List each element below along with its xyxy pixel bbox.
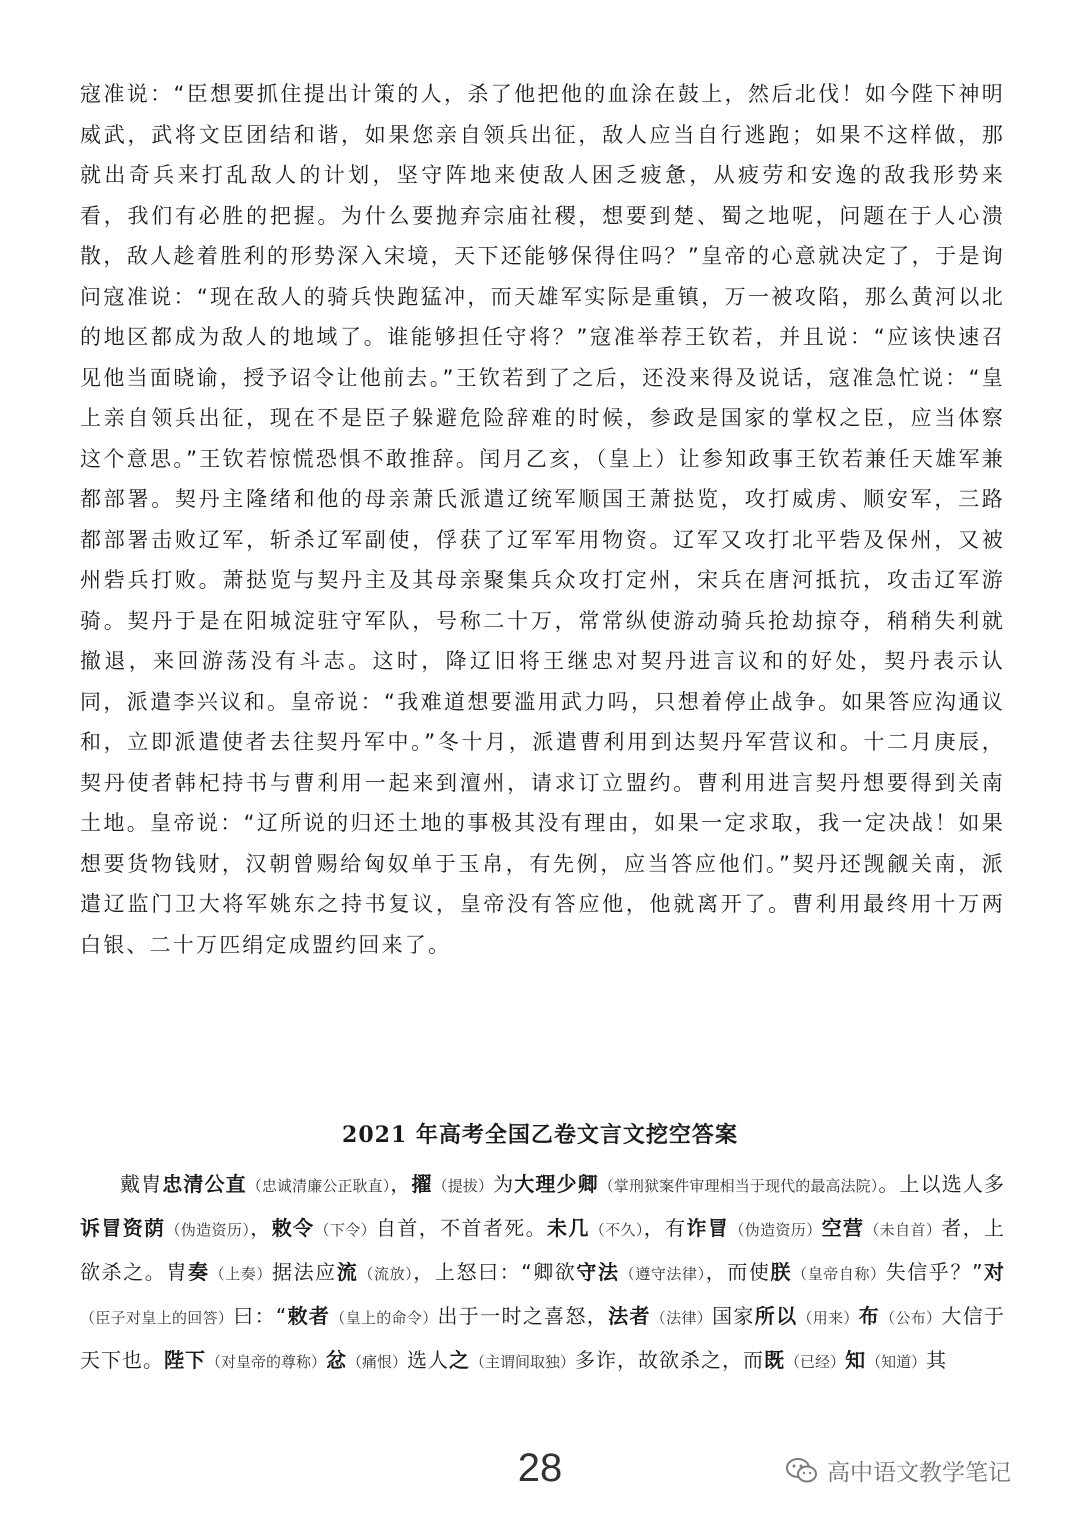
text-segment: ，而使 [705, 1260, 771, 1284]
watermark [785, 1454, 1011, 1487]
gloss: （伪造资历） [165, 1221, 251, 1239]
keyword: 奏 [187, 1260, 210, 1284]
keyword: 陛下 [164, 1348, 206, 1372]
keyword: 忠清公直 [162, 1172, 247, 1196]
gloss: （公布） [880, 1309, 942, 1327]
keyword: 对 [983, 1260, 1006, 1284]
gloss: （上奏） [209, 1265, 272, 1283]
keyword: 知 [845, 1348, 867, 1372]
gloss: （掌刑狱案件审理相当于现代的最高法院） [598, 1177, 879, 1195]
text-segment: 曰：“ [233, 1304, 288, 1328]
keyword: 守法 [576, 1260, 620, 1284]
gloss: （法律） [650, 1309, 713, 1327]
gloss: （主谓间取独） [470, 1353, 576, 1371]
text-segment: 其 [926, 1348, 948, 1372]
gloss: （皇帝自称） [792, 1265, 886, 1283]
text-segment: ， [390, 1172, 412, 1196]
gloss: （伪造资历） [729, 1221, 822, 1239]
annotated-passage [80, 1163, 1005, 1383]
annotated-paragraph [80, 1163, 1005, 1383]
gloss: （已经） [785, 1353, 846, 1371]
gloss: （对皇帝的尊称） [206, 1353, 327, 1371]
gloss: （未自首） [864, 1221, 942, 1239]
text-segment: 据法应 [271, 1260, 337, 1284]
text-segment: 多诈，故欲杀之，而 [575, 1348, 765, 1372]
gloss: （忠诚清廉公正耿直） [246, 1177, 391, 1195]
translation-block [80, 74, 1005, 965]
text-segment: 为 [493, 1172, 515, 1196]
gloss: （知道） [866, 1353, 927, 1371]
text-segment: 。上以选人多 [878, 1172, 1006, 1196]
gloss: （用来） [797, 1309, 859, 1327]
text-segment: 戴胄 [120, 1172, 163, 1196]
gloss: （不久） [589, 1221, 644, 1239]
keyword: 诈冒 [686, 1216, 730, 1240]
keyword: 既 [764, 1348, 786, 1372]
text-segment: ， [250, 1216, 272, 1240]
keyword: 空营 [821, 1216, 865, 1240]
gloss: （提拔） [432, 1177, 494, 1195]
keyword: 擢 [411, 1172, 433, 1196]
text-segment: 失信乎？” [885, 1260, 984, 1284]
text-segment: 者，上欲杀之。胄 [80, 1216, 1006, 1284]
keyword: 法者 [608, 1304, 651, 1328]
text-segment: ，有 [643, 1216, 687, 1240]
keyword: 布 [858, 1304, 881, 1328]
text-segment: 选人 [407, 1348, 450, 1372]
text-segment: 自首，不首者死。 [375, 1216, 547, 1240]
keyword: 敕者 [287, 1304, 331, 1328]
watermark-text: 高中语文教学笔记 [827, 1460, 1011, 1486]
keyword: 未几 [547, 1216, 590, 1240]
section-title: 2021 年高考全国乙卷文言文挖空答案 [342, 1122, 738, 1148]
gloss: （皇上的命令） [330, 1309, 438, 1327]
gloss: （流放） [358, 1265, 414, 1283]
gloss: （下令） [314, 1221, 376, 1239]
gloss: （遵守法律） [619, 1265, 706, 1283]
gloss: （臣子对皇上的回答） [80, 1309, 234, 1327]
wechat-icon [785, 1457, 819, 1485]
keyword: 敕令 [271, 1216, 315, 1240]
keyword: 诉冒资荫 [80, 1216, 166, 1240]
page-number: 28 [517, 1446, 563, 1490]
text-segment: 国家 [712, 1304, 755, 1328]
gloss: （痛恨） [347, 1353, 408, 1371]
keyword: 大理少卿 [514, 1172, 599, 1196]
keyword: 朕 [770, 1260, 793, 1284]
keyword: 所以 [754, 1304, 798, 1328]
text-segment: ，上怒曰：“卿欲 [413, 1260, 577, 1284]
keyword: 流 [336, 1260, 359, 1284]
translation-paragraph: 寇准说：“臣想要抓住提出计策的人，杀了他把他的血涂在鼓上，然后北伐！如今陛下神明威武，武将文臣团结和谐，如果您亲自领兵出征，敌人应当自行逃跑；如果不这样做，那就出奇兵来打乱敌人的计划，坚守阵地来使敌人困乏疲惫，从疲劳和安逸的敌我形势来看，我们有必胜的把握。为什么要抛弃宗庙社稷，想要到楚、蜀之地呢，问题在于人心溃散，敌人趁着胜利的形势深入宋境，天下还能够保得住吗？”皇帝的心意就决定了，于是询问寇准说：“现在敌人的骑兵快跑猛冲，而天雄军实际是重镇，万一被攻陷，那么黄河以北的地区都成为敌人的地域了。谁能够担任守将？”寇准举荐王钦若，并且说：“应该快速召见他当面晓谕，授予诏令让他前去。”王钦若到了之后，还没来得及说话，寇准急忙说：“皇上亲自领兵出征，现在不是臣子躲避危险辞难的时候，参政是国家的掌权之臣，应当体察这个意思。”王钦若惊慌恐惧不敢推辞。闰月乙亥，（皇上）让参知政事王钦若兼任天雄军兼都部署。契丹主隆绪和他的母亲萧氏派遣辽统军顺国王萧挞览，攻打威虏、顺安军，三路都部署击败辽军，斩杀辽军副使，俘获了辽军军用物资。辽军又攻打北平砦及保州，又被州砦兵打败。萧挞览与契丹主及其母亲聚集兵众攻打定州，宋兵在唐河抵抗，攻击辽军游骑。契丹于是在阳城淀驻守军队，号称二十万，常常纵使游动骑兵抢劫掠夺，稍稍失利就撤退，来回游荡没有斗志。这时，降辽旧将王继忠对契丹进言议和的好处，契丹表示认同，派遣李兴议和。皇帝说：“我难道想要滥用武力吗，只想着停止战争。如果答应沟通议和，立即派遣使者去往契丹军中。”冬十月，派遣曹利用到达契丹军营议和。十二月庚辰，契丹使者韩杞持书与曹利用一起来到澶州，请求订立盟约。曹利用进言契丹想要得到关南土地。皇帝说：“辽所说的归还土地的事极其没有理由，如果一定求取，我一定决战！如果想要货物钱财，汉朝曾赐给匈奴单于玉帛，有先例，应当答应他们。”契丹还觊觎关南，派遣辽监门卫大将军姚东之持书复议，皇帝没有答应他，他就离开了。曹利用最终用十万两白银、二十万匹绢定成盟约回来了。 [80, 82, 1005, 957]
text-segment: 出于一时之喜怒， [437, 1304, 609, 1328]
keyword: 忿 [326, 1348, 348, 1372]
keyword: 之 [449, 1348, 471, 1372]
text-segment: 大信于天下也。 [80, 1304, 1006, 1372]
